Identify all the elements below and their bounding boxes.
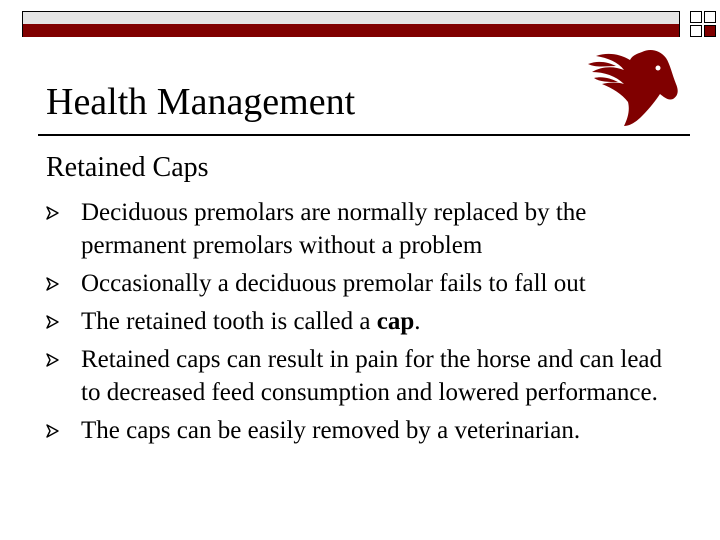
arrowhead-bullet-icon <box>46 277 59 291</box>
bullet-text-post: . <box>414 308 421 335</box>
bullet-item <box>46 305 686 338</box>
slide-subtitle: Retained Caps <box>46 152 209 183</box>
corner-square-3 <box>690 25 702 37</box>
top-decor-bar <box>22 11 680 37</box>
bullet-text: Retained caps can result in pain for the horse and can lead to decreased feed consumption and lowered performance. <box>81 346 663 406</box>
corner-square-1 <box>690 11 702 23</box>
bullet-item <box>46 267 686 300</box>
bullet-list <box>46 196 686 452</box>
arrowhead-bullet-icon <box>46 353 59 367</box>
bullet-item <box>46 196 686 262</box>
horse-head-icon <box>580 44 680 128</box>
title-underline <box>38 134 690 136</box>
bullet-item <box>46 343 686 409</box>
bullet-text: Deciduous premolars are normally replaced by the permanent premolars without a problem <box>81 199 587 259</box>
arrowhead-bullet-icon <box>46 315 59 329</box>
bullet-item <box>46 414 686 447</box>
bullet-text: The caps can be easily removed by a veterinarian. <box>81 417 581 444</box>
corner-square-4 <box>704 25 716 37</box>
arrowhead-bullet-icon <box>46 424 59 438</box>
corner-square-2 <box>704 11 716 23</box>
top-decor-stripe <box>23 24 679 37</box>
slide-title: Health Management <box>46 81 356 123</box>
bullet-text-bold: cap <box>376 308 415 335</box>
arrowhead-bullet-icon <box>46 206 59 220</box>
bullet-text-pre: The retained tooth is called a <box>81 308 377 335</box>
bullet-text: Occasionally a deciduous premolar fails to fall out <box>81 270 586 297</box>
